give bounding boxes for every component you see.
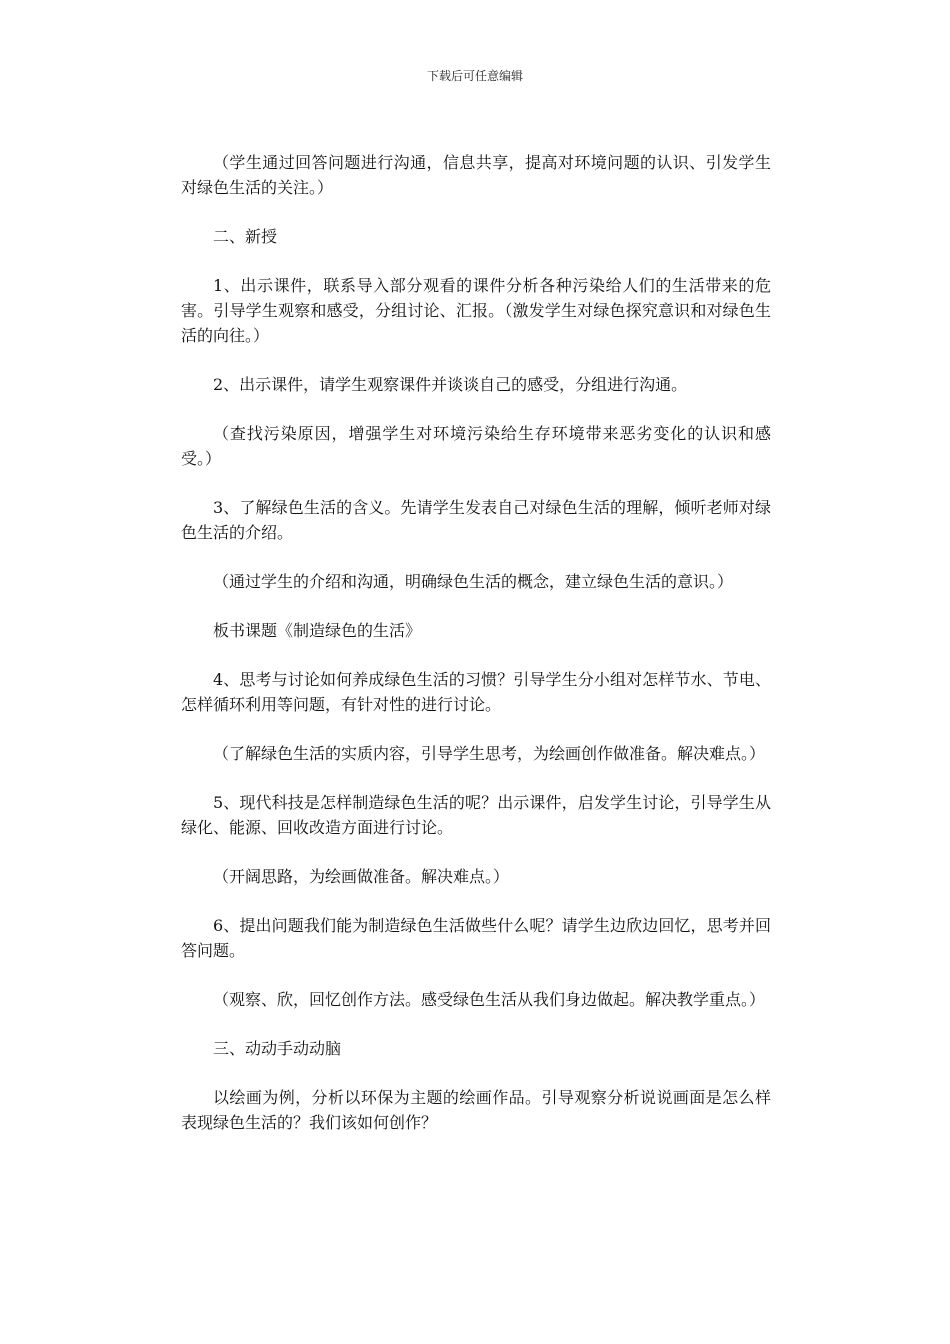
paragraph-step-5-note: （开阔思路，为绘画做准备。解决难点。） <box>213 867 510 886</box>
section-heading-hands-on: 三、动动手动动脑 <box>213 1039 342 1058</box>
paragraph-step-4-note: （了解绿色生活的实质内容，引导学生思考，为绘画创作做准备。解决难点。） <box>213 744 766 763</box>
paragraph-step-5: 5、现代科技是怎样制造绿色生活的呢？出示课件，启发学生讨论，引导学生从绿化、能源、回收改造方面进行讨论。 <box>181 793 771 837</box>
paragraph-step-2: 2、出示课件，请学生观察课件并谈谈自己的感受，分组进行沟通。 <box>213 375 688 394</box>
page-header: 下载后可任意编辑 <box>426 69 523 83</box>
paragraph-step-6-note: （观察、欣，回忆创作方法。感受绿色生活从我们身边做起。解决教学重点。） <box>213 990 766 1009</box>
paragraph-board-title: 板书课题《制造绿色的生活》 <box>213 621 422 640</box>
paragraph-step-1: 1、出示课件，联系导入部分观看的课件分析各种污染给人们的生活带来的危害。引导学生观察和感受，分组讨论、汇报。（激发学生对绿色探究意识和对绿色生活的向往。） <box>181 276 771 345</box>
paragraph-intro-note: （学生通过回答问题进行沟通，信息共享，提高对环境问题的认识、引发学生对绿色生活的关注。） <box>181 153 771 197</box>
paragraph-step-3: 3、了解绿色生活的含义。先请学生发表自己对绿色生活的理解，倾听老师对绿色生活的介绍。 <box>181 498 771 542</box>
document-body <box>181 150 771 1159</box>
paragraph-step-6: 6、提出问题我们能为制造绿色生活做些什么呢？请学生边欣边回忆，思考并回答问题。 <box>181 916 771 960</box>
paragraph-drawing-example: 以绘画为例，分析以环保为主题的绘画作品。引导观察分析说说画面是怎么样表现绿色生活的？我们该如何创作？ <box>181 1088 771 1132</box>
paragraph-step-3-note: （通过学生的介绍和沟通，明确绿色生活的概念，建立绿色生活的意识。） <box>213 572 734 591</box>
paragraph-step-2-note: （查找污染原因，增强学生对环境污染给生存环境带来恶劣变化的认识和感受。） <box>181 424 771 468</box>
paragraph-step-4: 4、思考与讨论如何养成绿色生活的习惯？引导学生分小组对怎样节水、节电、怎样循环利用等问题，有针对性的进行讨论。 <box>181 670 771 714</box>
section-heading-new-lesson: 二、新授 <box>213 227 278 246</box>
